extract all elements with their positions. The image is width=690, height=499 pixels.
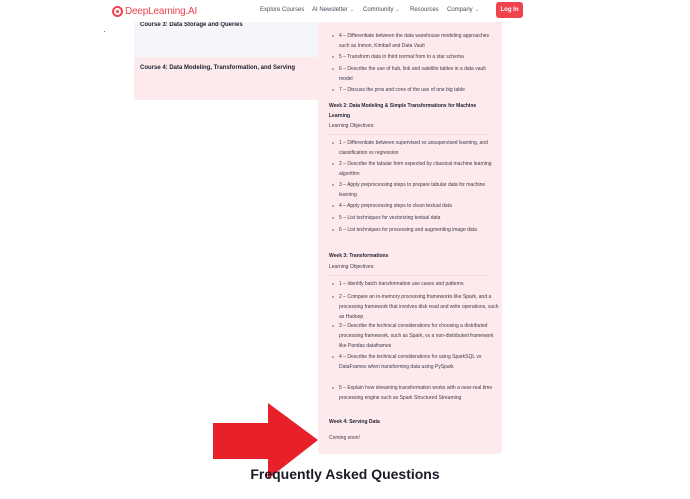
list-item: 1 – Differentiate between supervised vs unsupervised learning, and classification vs regression — [339, 140, 488, 156]
chevron-down-icon: ⌄ — [395, 7, 400, 13]
bullet-icon — [332, 356, 334, 358]
list-item: 3 – Apply preprocessing steps to prepare tabular data for machine learning — [339, 182, 486, 198]
list-item: 1 – Identify batch transformation use cases and patterns — [339, 281, 464, 287]
bullet-icon — [332, 163, 334, 165]
bullet-icon — [332, 205, 334, 207]
nav-explore-courses[interactable] — [260, 7, 304, 13]
bullet-icon — [332, 89, 334, 91]
week-2-title: Week 2: Data Modeling & Simple Transformations for Machine Learning — [329, 103, 477, 119]
bullet-icon — [332, 325, 334, 327]
bullet-icon — [332, 35, 334, 37]
nav-community-label: Community — [363, 7, 394, 13]
learning-objectives-label: Learning Objectives: — [329, 264, 375, 270]
chevron-down-icon: ⌄ — [349, 7, 354, 13]
list-item: 4 – Differentiate between the data warehouse modeling approaches such as Inmon, Kimball and Data Vault — [339, 33, 490, 49]
bullet-icon — [332, 229, 334, 231]
bullet-icon — [332, 142, 334, 144]
nav-newsletter-label: AI Newsletter — [312, 7, 348, 13]
bullet-icon — [332, 387, 334, 389]
list-item: 4 – Describe the technical considerations for using SparkSQL vs DataFrames when transforming data using PySpark — [339, 354, 482, 370]
course-3-tab[interactable]: Course 3: Data Storage and Queries — [134, 14, 319, 57]
bullet-icon — [332, 184, 334, 186]
nav-community[interactable] — [363, 7, 400, 13]
list-item: 5 – Explain how streaming transformation works with a near-real time processing engine such as Spark Structured Streaming — [339, 385, 493, 401]
nav-company-label: Company — [447, 7, 473, 13]
brand-name: DeepLearning.AI — [125, 5, 198, 17]
list-item: 2 – Compare an in-memory processing frameworks like Spark, and a processing framework that involves disk read and write operations, such as Hadoop — [339, 294, 499, 320]
bullet-icon — [332, 68, 334, 70]
course-4-tab[interactable]: Course 4: Data Modeling, Transformation, and Serving — [134, 57, 319, 100]
logo-icon — [112, 6, 123, 17]
list-item: 4 – Apply preprocessing steps to clean textual data — [339, 203, 452, 209]
list-item: 2 – Describe the tabular form expected by classical machine learning algorithm — [339, 161, 492, 177]
brand-logo[interactable] — [112, 5, 197, 17]
nav-ai-newsletter[interactable] — [312, 7, 354, 13]
learning-objectives-label: Learning Objectives: — [329, 123, 375, 129]
nav-explore-label: Explore Courses — [260, 7, 305, 13]
faq-heading: Frequently Asked Questions — [250, 466, 440, 482]
list-item: 6 – Describe the use of hub, link and satellite tables in a data vault model — [339, 66, 486, 82]
chevron-down-icon: ⌄ — [474, 7, 479, 13]
nav-resources[interactable] — [410, 7, 439, 13]
bullet-icon — [332, 283, 334, 285]
list-item: 7 – Discuss the pros and cons of the use of one big table — [339, 87, 465, 93]
nav-company[interactable] — [447, 7, 479, 13]
divider — [329, 134, 489, 135]
bullet-icon — [332, 56, 334, 58]
week-3-title: Week 3: Transformations — [329, 253, 389, 259]
bullet-icon — [332, 217, 334, 219]
list-item: 6 – List techniques for processing and augmenting image data — [339, 227, 477, 233]
week-4-title: Week 4: Serving Data — [329, 419, 380, 425]
nav-resources-label: Resources — [410, 7, 439, 13]
divider-mark — [104, 31, 105, 32]
login-button[interactable]: Log In — [496, 2, 523, 18]
course-syllabus-panel — [318, 0, 502, 454]
site-header — [0, 0, 690, 22]
list-item: 5 – List techniques for vectorizing textual data — [339, 215, 441, 221]
bullet-icon — [332, 296, 334, 298]
divider — [329, 275, 489, 276]
coming-soon-text: Coming soon! — [329, 435, 360, 441]
list-item: 5 – Transform data in third normal form to a star schema — [339, 54, 464, 60]
list-item: 3 – Describe the technical considerations for choosing a distributed processing framework, such as Spark, vs a non-distributed framework like Pandas dataframes — [339, 323, 494, 349]
